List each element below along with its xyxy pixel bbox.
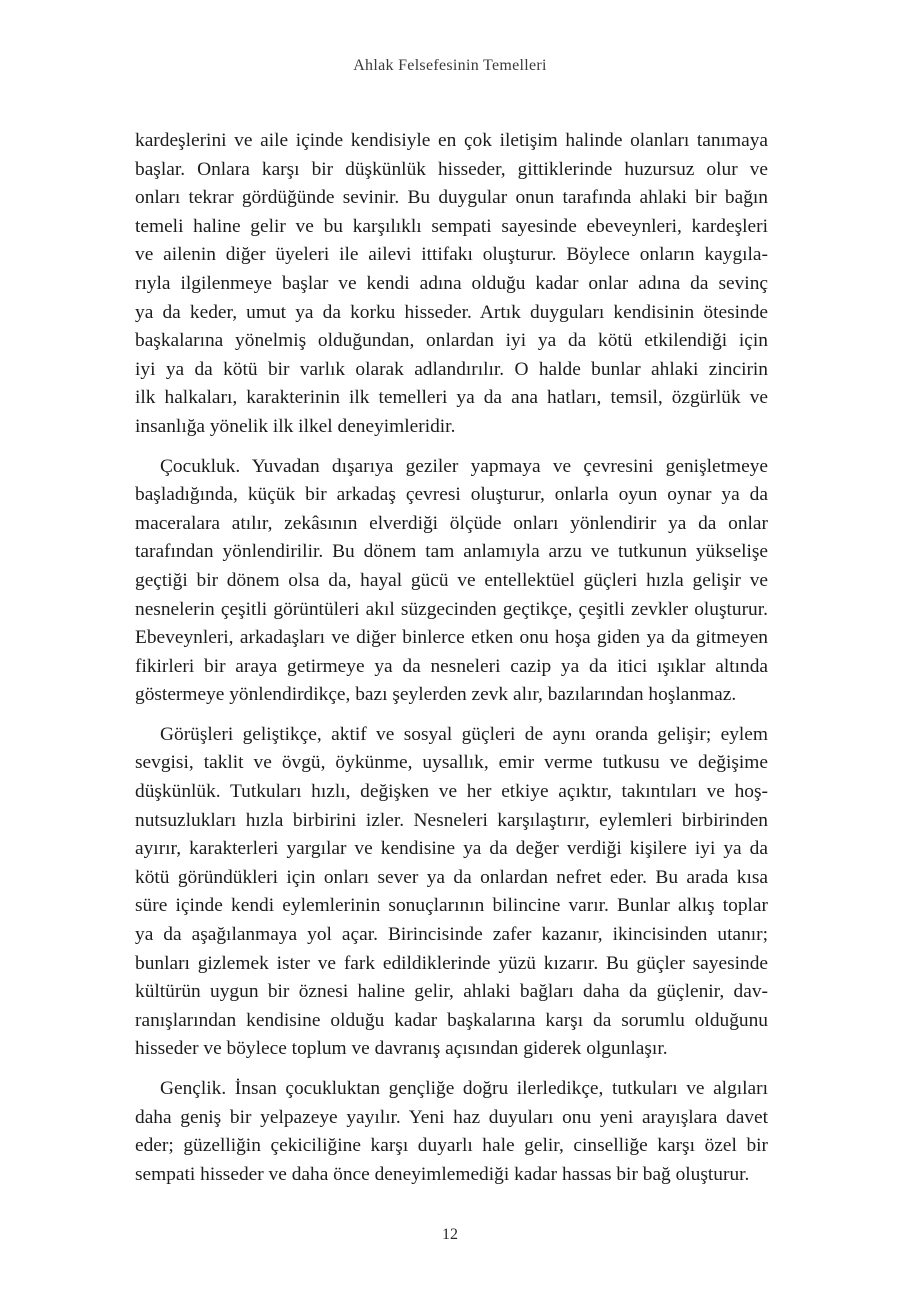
- text-line: geçtiği bir dönem olsa da, hayal gücü ve entellektüel güçleri hızla gelişir ve: [135, 569, 768, 591]
- text-line: göstermeye yönlendirdikçe, bazı şeylerden zevk alır, bazılarından hoşlanmaz.: [135, 684, 737, 706]
- paragraph: [135, 453, 768, 710]
- text-line: hisseder ve böylece toplum ve davranış açısından giderek olgunlaşır.: [135, 1038, 668, 1060]
- text-line: onları tekrar gördüğünde sevinir. Bu duygular onun tarafında ahlaki bir bağın: [135, 187, 768, 209]
- text-line: ya da aşağılanmaya yol açar. Birincisinde zafer kazanır, ikincisinden utanır;: [135, 924, 768, 946]
- text-line: rıyla ilgilenmeye başlar ve kendi adına olduğu kadar onlar adına da sevinç: [135, 272, 768, 294]
- text-line: sempati hisseder ve daha önce deneyimlemediği kadar hassas bir bağ oluşturur.: [135, 1163, 750, 1185]
- text-line: ilk halkaları, karakterinin ilk temelleri ya da ana hatları, temsil, özgürlük ve: [135, 387, 768, 409]
- text-line: temeli haline gelir ve bu karşılıklı sempati sayesinde ebeveynleri, kardeşleri: [135, 215, 768, 237]
- text-line: kötü göründükleri için onları sever ya da onlardan nefret eder. Bu arada kısa: [135, 866, 768, 888]
- text-line: Görüşleri geliştikçe, aktif ve sosyal güçleri de aynı oranda gelişir; eylem: [160, 723, 768, 745]
- text-line: kültürün uygun bir öznesi haline gelir, ahlaki bağları daha da güçlenir, dav-: [135, 981, 768, 1003]
- text-line: nesnelerin çeşitli görüntüleri akıl süzgecinden geçtikçe, çeşitli zevkler oluşturur.: [135, 598, 768, 620]
- text-line: insanlığa yönelik ilk ilkel deneyimleridir.: [135, 415, 456, 437]
- running-header: Ahlak Felsefesinin Temelleri: [353, 57, 547, 74]
- body-text: [135, 127, 768, 1200]
- text-line: tarafından yönlendirilir. Bu dönem tam anlamıyla arzu ve tutkunun yükselişe: [135, 541, 768, 563]
- text-line: daha geniş bir yelpazeye yayılır. Yeni haz duyuları onu yeni arayışlara davet: [135, 1106, 768, 1128]
- text-line: düşkünlük. Tutkuları hızlı, değişken ve her etkiye açıktır, takıntıları ve hoş-: [135, 781, 768, 803]
- text-line: ve ailenin diğer üyeleri ile ailevi ittifakı oluşturur. Böylece onların kaygıla-: [135, 244, 768, 266]
- paragraph: [135, 1075, 768, 1189]
- text-line: Ebeveynleri, arkadaşları ve diğer binlerce etken onu hoşa giden ya da gitmeyen: [135, 627, 768, 649]
- paragraph: [135, 127, 768, 442]
- page-number: 12: [442, 1226, 458, 1243]
- text-line: nutsuzlukları hızla birbirini izler. Nesneleri karşılaştırır, eylemleri birbirinden: [135, 809, 768, 831]
- text-line: ya da keder, umut ya da korku hisseder. Artık duyguları kendisinin ötesinde: [135, 301, 768, 323]
- text-line: başladığında, küçük bir arkadaş çevresi oluşturur, onlarla oyun oynar ya da: [135, 484, 768, 506]
- text-line: eder; güzelliğin çekiciliğine karşı duyarlı hale gelir, cinselliğe karşı özel bir: [135, 1135, 768, 1157]
- text-line: süre içinde kendi eylemlerinin sonuçlarının bilincine varır. Bunlar alkış toplar: [135, 895, 768, 917]
- text-line: iyi ya da kötü bir varlık olarak adlandırılır. O halde bunlar ahlaki zincirin: [135, 358, 768, 380]
- paragraph: [135, 721, 768, 1064]
- text-line: ranışlarından kendisine olduğu kadar başkalarına karşı da sorumlu olduğunu: [135, 1009, 768, 1031]
- text-line: sevgisi, taklit ve övgü, öykünme, uysallık, emir verme tutkusu ve değişime: [135, 752, 768, 774]
- text-line: Çocukluk. Yuvadan dışarıya geziler yapmaya ve çevresini genişletmeye: [160, 455, 768, 477]
- text-line: bunları gizlemek ister ve fark edildiklerinde yüzü kızarır. Bu güçler sayesinde: [135, 952, 768, 974]
- text-line: Gençlik. İnsan çocukluktan gençliğe doğru ilerledikçe, tutkuları ve algıları: [160, 1078, 768, 1099]
- text-line: fikirleri bir araya getirmeye ya da nesneleri cazip ya da itici ışıklar altında: [135, 655, 768, 677]
- text-line: başkalarına yönelmiş olduğundan, onlardan iyi ya da kötü etkilendiği için: [135, 330, 768, 352]
- text-line: kardeşlerini ve aile içinde kendisiyle en çok iletişim halinde olanları tanımaya: [135, 130, 768, 151]
- text-line: ayırır, karakterleri yargılar ve kendisine ya da değer verdiği kişilere iyi ya da: [135, 838, 768, 860]
- text-line: başlar. Onlara karşı bir düşkünlük hisseder, gittiklerinde huzursuz olur ve: [135, 158, 768, 180]
- text-line: maceralara atılır, zekâsının elverdiği ölçüde onları yönlendirir ya da onlar: [135, 512, 768, 534]
